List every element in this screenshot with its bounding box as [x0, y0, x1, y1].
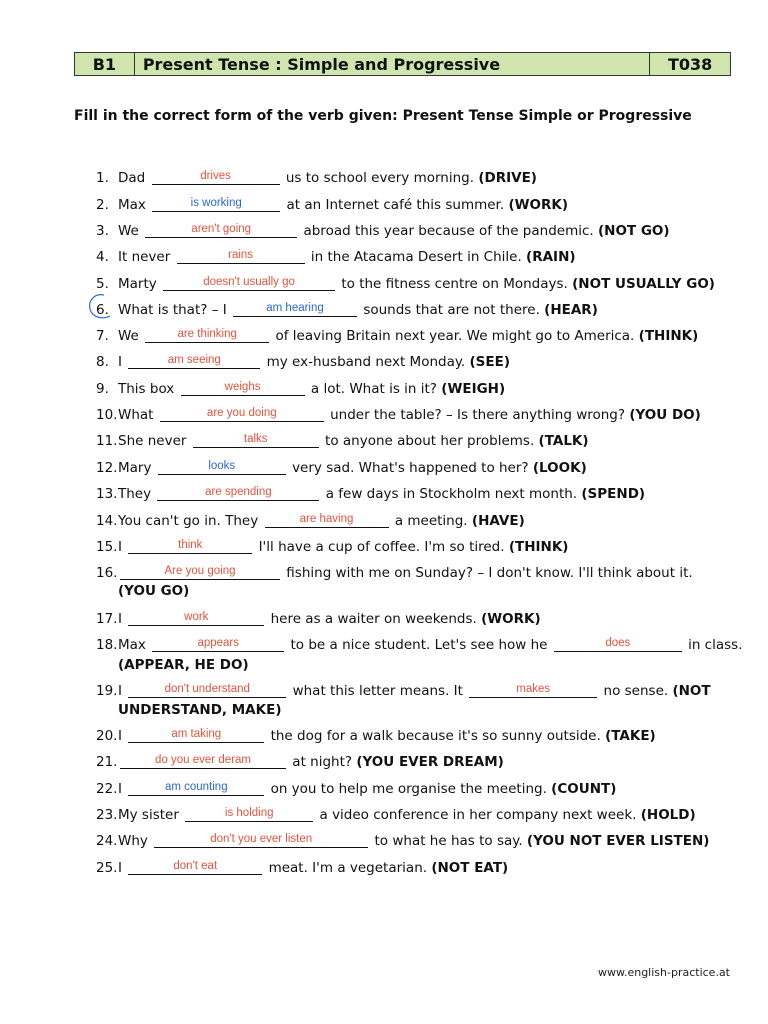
verb-prompt: (YOU EVER DREAM)	[356, 754, 504, 770]
handwritten-answer: are you doing	[206, 407, 277, 419]
item-number: 2.	[96, 197, 109, 213]
sentence-start: Max	[118, 637, 146, 653]
sentence-end: sounds that are not there.	[363, 302, 540, 318]
item-number: 11.	[96, 433, 118, 449]
sentence-end: abroad this year because of the pandemic.	[303, 223, 594, 239]
answer-blank[interactable]	[160, 407, 324, 422]
exercise-item	[96, 247, 736, 267]
item-number: 24.	[96, 833, 118, 849]
item-number: 25.	[96, 860, 118, 876]
sentence-end: under the table? – Is there anything wrong?	[330, 407, 626, 423]
sentence-start: She never	[118, 433, 187, 449]
sentence-end: a video conference in her company next week.	[319, 807, 637, 823]
exercise-item	[96, 805, 736, 825]
handwritten-answer: is working	[190, 197, 242, 209]
answer-blank[interactable]	[554, 637, 682, 652]
answer-blank[interactable]	[152, 197, 280, 212]
sentence-end-2: no sense.	[603, 683, 669, 699]
handwritten-answer: am hearing	[266, 302, 324, 314]
verb-prompt-continued: (YOU GO)	[118, 583, 190, 599]
handwritten-answer: is holding	[224, 807, 274, 819]
verb-prompt: (TALK)	[538, 433, 589, 449]
sentence-start: What	[118, 407, 154, 423]
footer-url: www.english-practice.at	[597, 966, 730, 979]
item-number: 19.	[96, 683, 118, 699]
verb-prompt: (WORK)	[481, 611, 541, 627]
handwritten-answer: am seeing	[167, 354, 221, 366]
sentence-end: my ex-husband next Monday.	[266, 354, 466, 370]
verb-prompt: (TAKE)	[605, 728, 656, 744]
answer-blank[interactable]	[177, 249, 305, 264]
item-number: 8.	[96, 354, 109, 370]
item-number: 18.	[96, 637, 118, 653]
sentence-start: I	[118, 781, 122, 797]
answer-blank[interactable]	[233, 302, 357, 317]
answer-blank[interactable]	[265, 513, 389, 528]
sentence-start: I	[118, 683, 122, 699]
sentence-end: us to school every morning.	[285, 170, 475, 186]
verb-prompt: (NOT USUALLY GO)	[572, 276, 715, 292]
verb-prompt: (HEAR)	[544, 302, 598, 318]
answer-blank[interactable]	[193, 433, 319, 448]
worksheet-title: Present Tense : Simple and Progressive	[135, 53, 650, 75]
item-number: 3.	[96, 223, 109, 239]
exercise-item	[96, 858, 736, 878]
sentence-end: fishing with me on Sunday? – I don't know. I'll think about it.	[286, 565, 693, 581]
verb-prompt: (YOU DO)	[629, 407, 701, 423]
sentence-start: I	[118, 611, 122, 627]
answer-blank[interactable]	[163, 276, 335, 291]
handwritten-answer: are having	[299, 513, 354, 525]
answer-blank[interactable]	[185, 807, 313, 822]
verb-prompt: (THINK)	[508, 539, 569, 555]
answer-blank[interactable]	[152, 170, 280, 185]
exercise-item	[96, 326, 736, 346]
verb-prompt: (HAVE)	[471, 513, 525, 529]
sentence-start: I	[118, 728, 122, 744]
sentence-end: a few days in Stockholm next month.	[325, 486, 578, 502]
exercise-item	[96, 681, 736, 701]
sentence-end: very sad. What's happened to her?	[292, 460, 529, 476]
sentence-end: at an Internet café this summer.	[286, 197, 505, 213]
verb-prompt: (COUNT)	[551, 781, 617, 797]
sentence-start: We	[118, 328, 139, 344]
answer-blank[interactable]	[128, 611, 264, 626]
item-number: 20.	[96, 728, 118, 744]
sentence-start: I	[118, 539, 122, 555]
sentence-end: to be a nice student. Let's see how he	[290, 637, 548, 653]
answer-blank[interactable]	[128, 860, 262, 875]
sentence-start: I	[118, 354, 122, 370]
exercise-item	[96, 352, 736, 372]
exercise-item	[96, 537, 736, 557]
item-number: 23.	[96, 807, 118, 823]
verb-prompt: (SPEND)	[581, 486, 646, 502]
item-number: 21.	[96, 754, 118, 770]
exercise-item	[96, 752, 736, 772]
item-number: 6.	[96, 302, 109, 318]
item-number: 5.	[96, 276, 109, 292]
sentence-end: to what he has to say.	[374, 833, 523, 849]
answer-blank[interactable]	[120, 754, 286, 769]
verb-prompt: (SEE)	[469, 354, 511, 370]
item-number: 14.	[96, 513, 118, 529]
exercise-item	[96, 831, 736, 851]
sentence-end: the dog for a walk because it's so sunny outside.	[270, 728, 601, 744]
answer-blank[interactable]	[128, 683, 286, 698]
instruction-text: Fill in the correct form of the verb given: Present Tense Simple or Progressive	[74, 108, 692, 124]
sentence-start: It never	[118, 249, 171, 265]
exercise-item	[96, 726, 736, 746]
exercise-item	[96, 221, 736, 241]
answer-blank[interactable]	[128, 728, 264, 743]
handwritten-answer: doesn't usually go	[203, 276, 295, 288]
exercise-item	[96, 635, 743, 655]
item-number: 12.	[96, 460, 118, 476]
worksheet-code: T038	[667, 54, 713, 74]
handwritten-answer: talks	[243, 433, 268, 445]
handwritten-answer: don't eat	[173, 860, 218, 872]
handwritten-answer: work	[184, 611, 209, 623]
item-number: 22.	[96, 781, 118, 797]
answer-blank[interactable]	[128, 354, 260, 369]
handwritten-answer: appears	[197, 637, 239, 649]
sentence-start: They	[118, 486, 152, 502]
answer-blank[interactable]	[469, 683, 597, 698]
item-number: 17.	[96, 611, 118, 627]
sentence-start: My sister	[118, 807, 179, 823]
sentence-end: here as a waiter on weekends.	[270, 611, 477, 627]
item-number: 10.	[96, 407, 118, 423]
handwritten-answer: do you ever deram	[155, 754, 251, 766]
verb-prompt-continued: UNDERSTAND, MAKE)	[118, 702, 282, 718]
answer-blank[interactable]	[181, 381, 305, 396]
exercise-item	[96, 431, 736, 451]
sentence-start: Marty	[118, 276, 157, 292]
sentence-end: I'll have a cup of coffee. I'm so tired.	[258, 539, 505, 555]
exercise-item	[96, 195, 736, 215]
sentence-end: to the fitness centre on Mondays.	[341, 276, 568, 292]
handwritten-answer: aren't going	[191, 223, 252, 235]
sentence-end: of leaving Britain next year. We might go to America.	[275, 328, 635, 344]
verb-prompt: (WEIGH)	[441, 381, 506, 397]
handwritten-answer: rains	[228, 249, 254, 261]
item-number: 16.	[96, 565, 118, 581]
sentence-end-2: in class.	[688, 637, 743, 653]
exercise-item	[96, 274, 736, 294]
answer-blank[interactable]	[157, 486, 319, 501]
sentence-start: Max	[118, 197, 146, 213]
sentence-start: You can't go in. They	[118, 513, 259, 529]
verb-prompt-continued: (APPEAR, HE DO)	[118, 657, 249, 673]
handwritten-answer: don't you ever listen	[210, 833, 313, 845]
item-number: 4.	[96, 249, 109, 265]
sentence-end: a lot. What is in it?	[310, 381, 437, 397]
handwritten-answer: think	[178, 539, 203, 551]
answer-blank[interactable]	[120, 565, 280, 580]
handwritten-answer: am taking	[171, 728, 222, 740]
sentence-start: I	[118, 860, 122, 876]
verb-prompt: (DRIVE)	[478, 170, 537, 186]
exercise-item	[96, 379, 736, 399]
verb-prompt: (WORK)	[508, 197, 569, 213]
answer-blank[interactable]	[128, 781, 264, 796]
handwritten-answer: are spending	[205, 486, 272, 498]
sentence-end: a meeting.	[394, 513, 468, 529]
verb-prompt: (THINK)	[638, 328, 699, 344]
sentence-end: to anyone about her problems.	[325, 433, 535, 449]
verb-prompt: (HOLD)	[640, 807, 696, 823]
answer-blank[interactable]	[158, 460, 286, 475]
sentence-end: at night?	[292, 754, 353, 770]
exercise-item	[96, 609, 736, 629]
answer-blank[interactable]	[145, 223, 297, 238]
exercise-item	[96, 511, 736, 531]
item-number: 15.	[96, 539, 118, 555]
sentence-start: Mary	[118, 460, 152, 476]
sentence-end: on you to help me organise the meeting.	[270, 781, 547, 797]
item-number: 1.	[96, 170, 109, 186]
sentence-end: meat. I'm a vegetarian.	[268, 860, 428, 876]
sentence-start: Why	[118, 833, 148, 849]
exercise-item	[96, 405, 736, 425]
sentence-start: We	[118, 223, 139, 239]
answer-blank[interactable]	[152, 637, 284, 652]
sentence-start: This box	[118, 381, 175, 397]
handwritten-answer: drives	[200, 170, 231, 182]
sentence-end: what this letter means. It	[292, 683, 463, 699]
sentence-start: What is that? – I	[118, 302, 227, 318]
handwritten-answer: weighs	[224, 381, 261, 393]
answer-blank[interactable]	[145, 328, 269, 343]
answer-blank[interactable]	[128, 539, 252, 554]
sentence-start: Dad	[118, 170, 146, 186]
level-cell: B1	[75, 53, 135, 75]
exercise-item	[96, 563, 736, 583]
exercise-item	[96, 779, 736, 799]
verb-prompt: (LOOK)	[532, 460, 587, 476]
handwritten-answer: makes	[516, 683, 551, 695]
handwritten-answer: does	[605, 637, 631, 649]
verb-prompt: (NOT GO)	[597, 223, 670, 239]
item-number: 7.	[96, 328, 109, 344]
verb-prompt: (RAIN)	[526, 249, 576, 265]
exercise-item	[96, 168, 736, 188]
handwritten-answer: am counting	[164, 781, 228, 793]
exercise-item	[96, 300, 736, 320]
exercise-item	[96, 458, 736, 478]
handwritten-answer: don't understand	[164, 683, 250, 695]
verb-prompt: (NOT EAT)	[431, 860, 509, 876]
handwritten-answer: are thinking	[177, 328, 237, 340]
answer-blank[interactable]	[154, 833, 368, 848]
item-number: 9.	[96, 381, 109, 397]
sentence-end: in the Atacama Desert in Chile.	[310, 249, 522, 265]
handwritten-answer: Are you going	[164, 565, 236, 577]
item-number: 13.	[96, 486, 118, 502]
verb-prompt: (YOU NOT EVER LISTEN)	[526, 833, 710, 849]
handwritten-answer: looks	[208, 460, 236, 472]
verb-prompt: (NOT	[672, 683, 711, 699]
exercise-item	[96, 484, 736, 504]
